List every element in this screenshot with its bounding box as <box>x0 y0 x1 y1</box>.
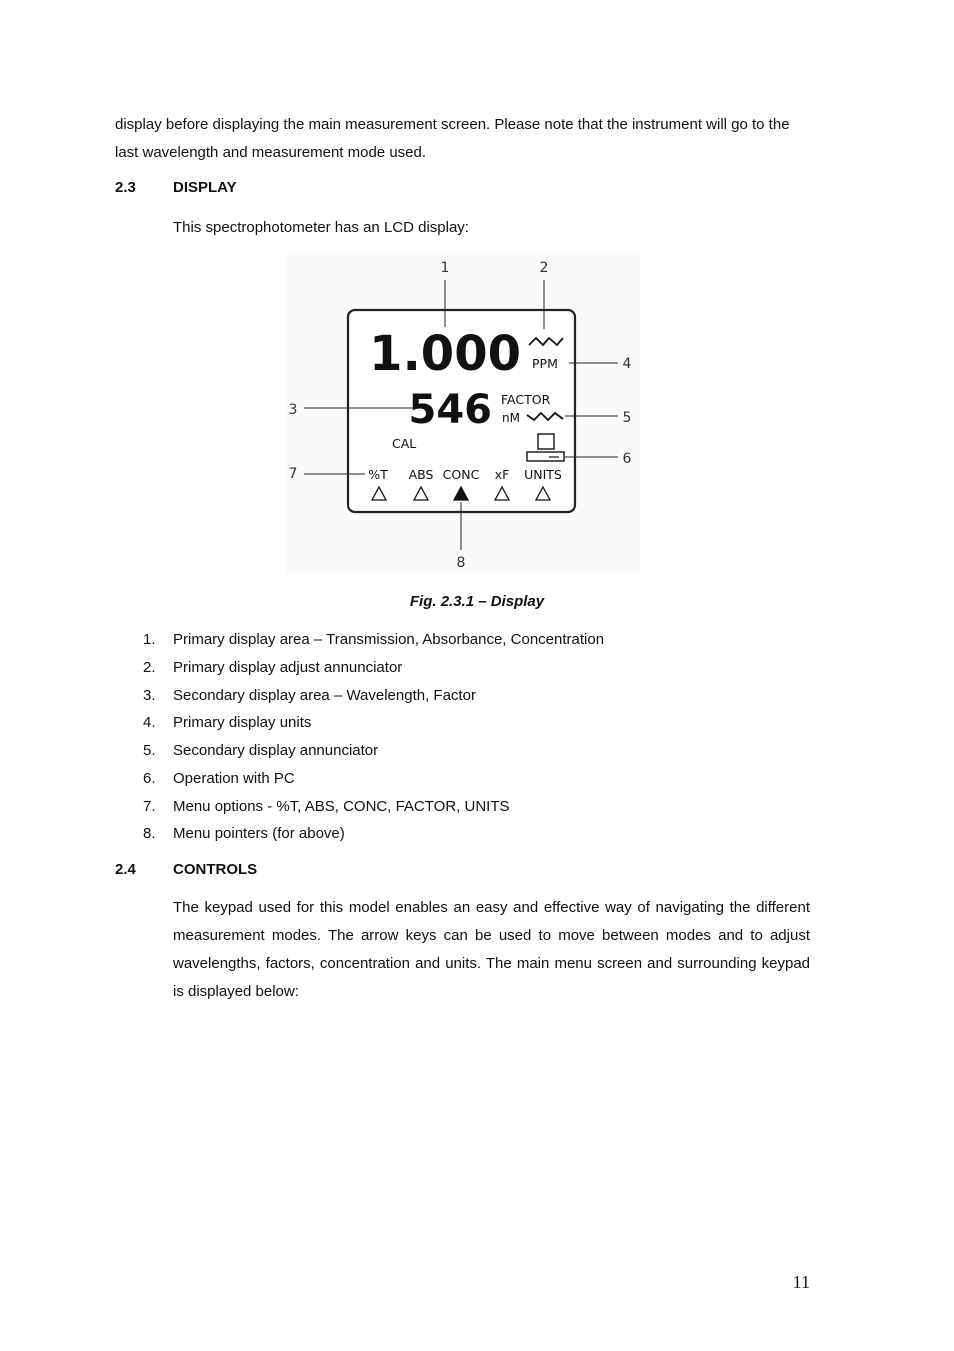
section-title: DISPLAY <box>173 179 237 196</box>
callout-number-2: 2 <box>539 260 549 276</box>
list-item-text: Secondary display annunciator <box>173 742 379 759</box>
secondary-value: 546 <box>408 387 492 433</box>
menu-option-conc: CONC <box>442 467 480 482</box>
list-item-number: 4. <box>143 714 156 732</box>
list-item-text: Operation with PC <box>173 769 295 787</box>
list-item-number: 5. <box>143 742 156 759</box>
list-item-number: 2. <box>143 658 156 676</box>
primary-value: 1.000 <box>369 326 521 382</box>
menu-option-percent-t: %T <box>368 467 388 482</box>
list-item <box>143 765 823 793</box>
list-item-text: Primary display adjust annunciator <box>173 658 403 676</box>
list-item <box>143 709 823 737</box>
callout-number-3: 3 <box>288 402 298 418</box>
lcd-display-figure <box>287 253 640 575</box>
list-item <box>143 820 823 848</box>
figure-legend-list <box>143 626 823 848</box>
list-item-number: 8. <box>143 825 156 843</box>
factor-label: FACTOR <box>501 392 551 407</box>
section-title: CONTROLS <box>173 861 258 878</box>
section-number: 2.4 <box>115 861 136 878</box>
callout-number-8: 8 <box>456 555 466 571</box>
section-number: 2.3 <box>115 179 136 196</box>
list-item-text: Menu options - %T, ABS, CONC, FACTOR, UNITS <box>173 797 510 815</box>
display-lead-text: This spectrophotometer has an LCD display: <box>173 219 469 236</box>
list-item-number: 3. <box>143 686 156 704</box>
callout-number-7: 7 <box>288 466 298 482</box>
list-item <box>143 654 823 682</box>
callout-number-6: 6 <box>622 451 632 467</box>
list-item-text: Secondary display area – Wavelength, Factor <box>173 686 476 704</box>
section-heading-display <box>115 178 515 198</box>
section-heading-controls <box>115 860 515 880</box>
list-item-number: 7. <box>143 797 156 815</box>
list-item <box>143 737 823 765</box>
menu-option-xf: xF <box>494 467 510 482</box>
page-number: 11 <box>792 1272 810 1292</box>
list-item <box>143 793 823 821</box>
list-item-text: Menu pointers (for above) <box>173 825 345 843</box>
callout-number-1: 1 <box>440 260 450 276</box>
lcd-display-diagram <box>287 253 640 575</box>
list-item <box>143 626 823 654</box>
callout-number-5: 5 <box>622 410 632 426</box>
list-item <box>143 682 823 710</box>
callout-number-4: 4 <box>622 356 632 372</box>
menu-option-units: UNITS <box>524 467 562 482</box>
list-item-number: 6. <box>143 769 156 787</box>
menu-option-abs: ABS <box>408 467 434 482</box>
list-item-text: Primary display area – Transmission, Absorbance, Concentration <box>173 631 605 648</box>
controls-paragraph: The keypad used for this model enables an easy and effective way of navigating the different measurement modes. The arrow keys can be used to move between modes and to adjust wavelengths, factors, concentration and units. The main menu screen and surrounding keypad is displayed below: <box>173 899 810 1000</box>
figure-caption: Fig. 2.3.1 – Display <box>409 593 545 610</box>
cal-label: CAL <box>392 436 417 451</box>
list-item-text: Primary display units <box>173 714 312 732</box>
list-item-number: 1. <box>143 631 156 648</box>
primary-units-label: PPM <box>532 356 558 371</box>
intro-paragraph: display before displaying the main measurement screen. Please note that the instrument will go to the last wavelength and measurement mode used. <box>115 116 790 161</box>
nm-label: nM <box>502 411 520 425</box>
